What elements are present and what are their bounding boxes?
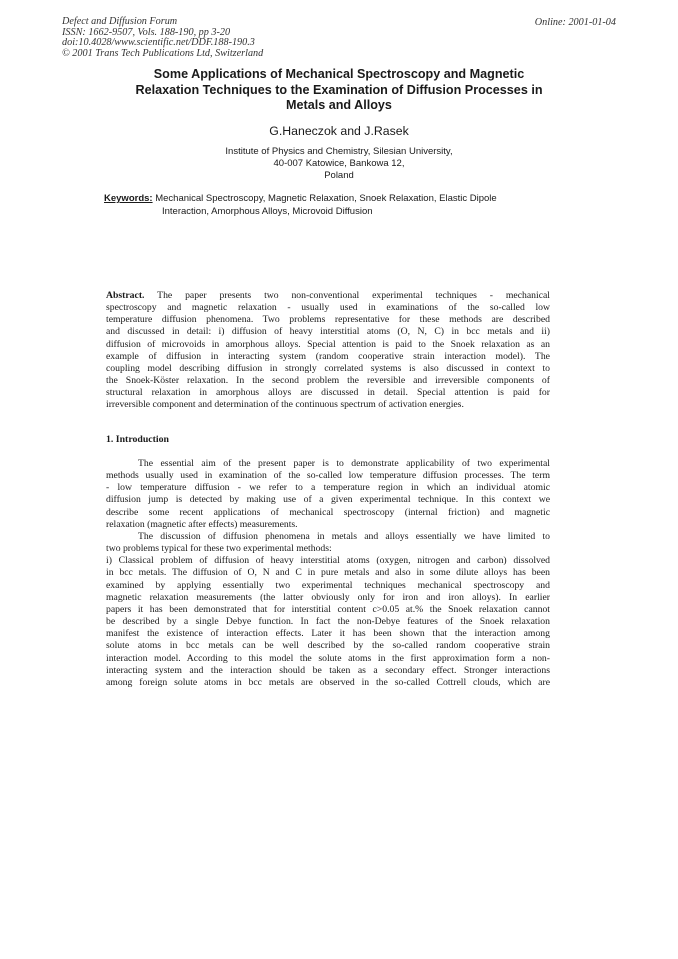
title-line: Metals and Alloys	[286, 98, 392, 112]
body-line: solute atoms in bcc metals can be well described by the so-called random cooperative strain	[106, 640, 550, 652]
keywords-label: Keywords:	[104, 193, 153, 204]
authors: G.Haneczok and J.Rasek	[269, 124, 409, 138]
abstract-line: irreversible component and determination of the continuous spectrum of activation energies.	[106, 399, 464, 411]
body-line: be described by a single Debye function. In fact the non-Debye features of the Snoek relaxation	[106, 616, 550, 628]
body-line: The discussion of diffusion phenomena in metals and alloys essentially we have limited to	[138, 530, 550, 542]
keywords-line: Mechanical Spectroscopy, Magnetic Relaxation, Snoek Relaxation, Elastic Dipole	[155, 193, 497, 204]
section-heading: 1. Introduction	[106, 434, 169, 445]
title-line: Relaxation Techniques to the Examination of Diffusion Processes in	[135, 82, 543, 97]
abstract-line: spectroscopy and magnetic relaxation - usually used in examinations of the so-called low	[106, 302, 550, 314]
affiliation-line: Poland	[324, 170, 354, 181]
body-line: - low temperature diffusion - we refer to a temperature region in which an individual atomic	[106, 482, 550, 494]
body-line: manifest the existence of interaction effects. Later it has been shown that the interaction among	[106, 628, 550, 640]
abstract-line: the Snoek-Köster relaxation. In the second problem the reversible and irreversible components of	[106, 375, 550, 387]
body-line: The essential aim of the present paper is to demonstrate applicability of two experimental	[138, 458, 550, 469]
body-line: interacting system and the interaction should be taken as a secondary effect. Stronger interactions	[106, 664, 550, 676]
body-line: methods usually used in examination of the so-called low temperature diffusion processes. The term	[106, 470, 550, 482]
affiliation-line: Institute of Physics and Chemistry, Silesian University,	[225, 146, 453, 157]
body-line: interaction model. According to this model the solute atoms in the first approximation form a non-	[106, 652, 550, 664]
affiliation-line: 40-007 Katowice, Bankowa 12,	[273, 158, 405, 169]
body-line: examined by applying essentially two experimental techniques mechanical spectroscopy and	[106, 579, 550, 591]
body-line: papers it has been demonstrated that for interstitial content c>0.05 at.% the Snoek relaxation cannot	[106, 603, 550, 615]
body-line: relaxation (magnetic after effects) measurements.	[106, 518, 298, 530]
abstract	[106, 290, 550, 412]
journal-header	[62, 17, 263, 59]
abstract-line: The paper presents two non-conventional experimental techniques - mechanical	[157, 290, 551, 301]
body-line: in bcc metals. The diffusion of O, N and C in pure metals and also in some dilute alloys has been	[106, 567, 550, 579]
introduction-text	[106, 458, 550, 689]
abstract-label: Abstract.	[106, 290, 145, 301]
body-line: magnetic relaxation measurements (the latter obviously only for iron and iron alloys). In earlier	[106, 591, 550, 603]
body-line: describe some recent applications of mechanical spectroscopy (internal friction) and magnetic	[106, 506, 550, 518]
paper-title	[90, 67, 588, 114]
abstract-line: temperature diffusion phenomena. Two problems representative for these methods are described	[106, 314, 550, 326]
copyright-line: © 2001 Trans Tech Publications Ltd, Switzerland	[62, 47, 264, 59]
body-line: diffusion jump is detected by making use of a given experimental technique. In this context we	[106, 494, 550, 506]
body-line: among foreign solute atoms in bcc metals are observed in the so-called Cottrell clouds, which are	[106, 676, 550, 688]
body-line: two problems typical for these two experimental methods:	[106, 543, 332, 555]
abstract-line: diffusion of microvoids in amorphous alloys. Special attention is paid to the Snoek relaxation as an	[106, 338, 550, 350]
keywords-line: Interaction, Amorphous Alloys, Microvoid Diffusion	[162, 205, 373, 217]
title-line: Some Applications of Mechanical Spectroscopy and Magnetic	[153, 67, 525, 81]
affiliation	[0, 146, 678, 182]
issn-line: ISSN: 1662-9507, Vols. 188-190, pp 3-20	[62, 26, 231, 38]
keywords-block	[104, 193, 497, 218]
journal-name: Defect and Diffusion Forum	[62, 16, 178, 27]
abstract-line: example of diffusion in interacting system (random cooperative strain interaction model). The	[106, 350, 550, 362]
online-date: Online: 2001-01-04	[534, 17, 616, 28]
doi-line: doi:10.4028/www.scientific.net/DDF.188-190.3	[62, 37, 255, 48]
abstract-line: and discussed in detail: i) diffusion of heavy interstitial atoms (O, N, C) in bcc metals and ii)	[106, 326, 550, 338]
abstract-line: structural relaxation in amorphous alloys are discussed in detail. Special attention is paid for	[106, 387, 550, 399]
body-line: i) Classical problem of diffusion of heavy interstitial atoms (oxygen, nitrogen and carbon) dissolved	[106, 555, 550, 567]
abstract-line: coupling model describing diffusion in strongly correlated systems is also discussed in context to	[106, 362, 550, 374]
